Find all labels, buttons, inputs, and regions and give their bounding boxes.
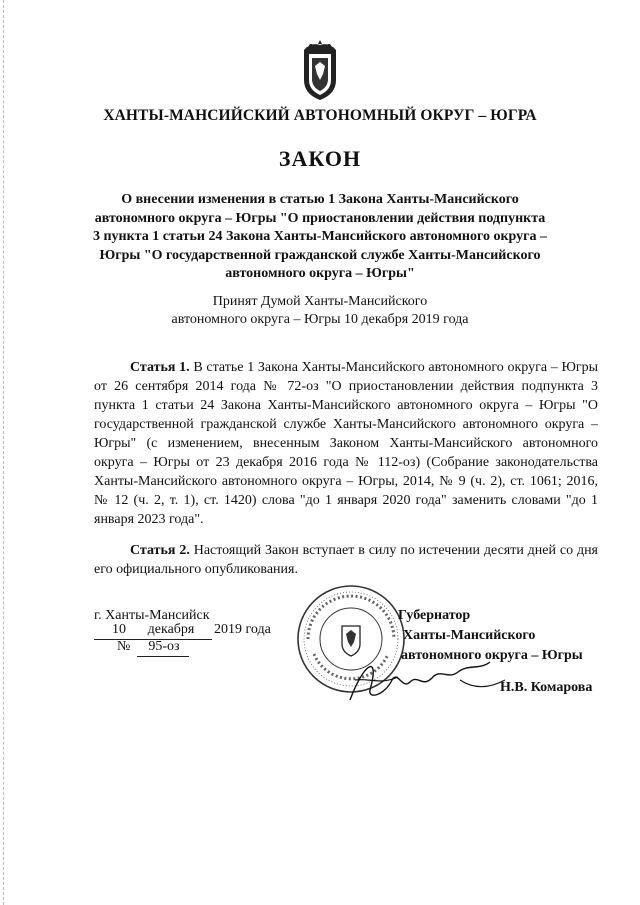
article-2-text: Настоящий Закон вступает в силу по истечении десяти дней со дня его официального опубликования. <box>94 543 598 577</box>
law-number <box>117 639 217 659</box>
article-2 <box>94 541 598 579</box>
governor-title-line-2: Ханты-Мансийского <box>403 628 536 643</box>
governor-title: Губернатор <box>398 608 471 623</box>
document-type: ЗАКОН <box>278 146 362 171</box>
governor-block <box>398 606 583 666</box>
law-title: О внесении изменения в статью 1 Закона Ханты-Мансийского автономного округа – Югры "О приостановлении действия подпункта 3 пункта 1 статьи 24 Закона Ханты-Мансийского автономного округа – Югры "О государственной гражданской службе Ханты-Мансийского автономного округа – Югры" <box>92 192 548 281</box>
date-year: 2019 года <box>214 622 271 637</box>
place-of-signing: г. Ханты-Мансийск <box>94 608 210 623</box>
region-title: ХАНТЫ-МАНСИЙСКИЙ АВТОНОМНЫЙ ОКРУГ – ЮГРА <box>103 107 537 124</box>
governor-name: Н.В. Комарова <box>500 680 593 695</box>
adoption-line-1: Принят Думой Ханты-Мансийского <box>212 294 428 309</box>
article-1-text: В статье 1 Закона Ханты-Мансийского автономного округа – Югры от 26 сентября 2014 года № 72-оз "О приостановлении действия подпункта 3 пункта 1 статьи 24 Закона Ханты-Мансийского автономного округа – Югры "О государственной гражданской службе Ханты-Мансийского автономного округа – Югры" (с изменением, внесенным Законом Ханты-Мансийского автономного округа – Югры от 23 декабря 2016 года № 112-оз) (Собрание законодательства Ханты-Мансийского автономного округа – Югры, 2014, № 9 (ч. 2), ст. 1061; 2016, № 12 (ч. 2, т. 1), ст. 1420) слова "до 1 января 2020 года" заменить словами "до 1 января 2023 года". <box>94 360 599 527</box>
number-underline <box>137 656 189 657</box>
number-sign: № <box>117 639 131 654</box>
article-2-label: Статья 2. <box>130 543 190 558</box>
date-day: 10 <box>112 622 126 637</box>
date-month: декабря <box>147 622 195 637</box>
article-1 <box>94 358 598 529</box>
adoption-note <box>90 293 550 329</box>
coat-of-arms-icon <box>299 40 341 102</box>
article-1-label: Статья 1. <box>130 360 190 375</box>
scan-edge <box>3 0 4 905</box>
number-value: 95-оз <box>148 639 180 654</box>
governor-title-line-3: автономного округа – Югры <box>401 648 583 663</box>
adoption-line-2: автономного округа – Югры 10 декабря 2019 года <box>171 312 469 327</box>
